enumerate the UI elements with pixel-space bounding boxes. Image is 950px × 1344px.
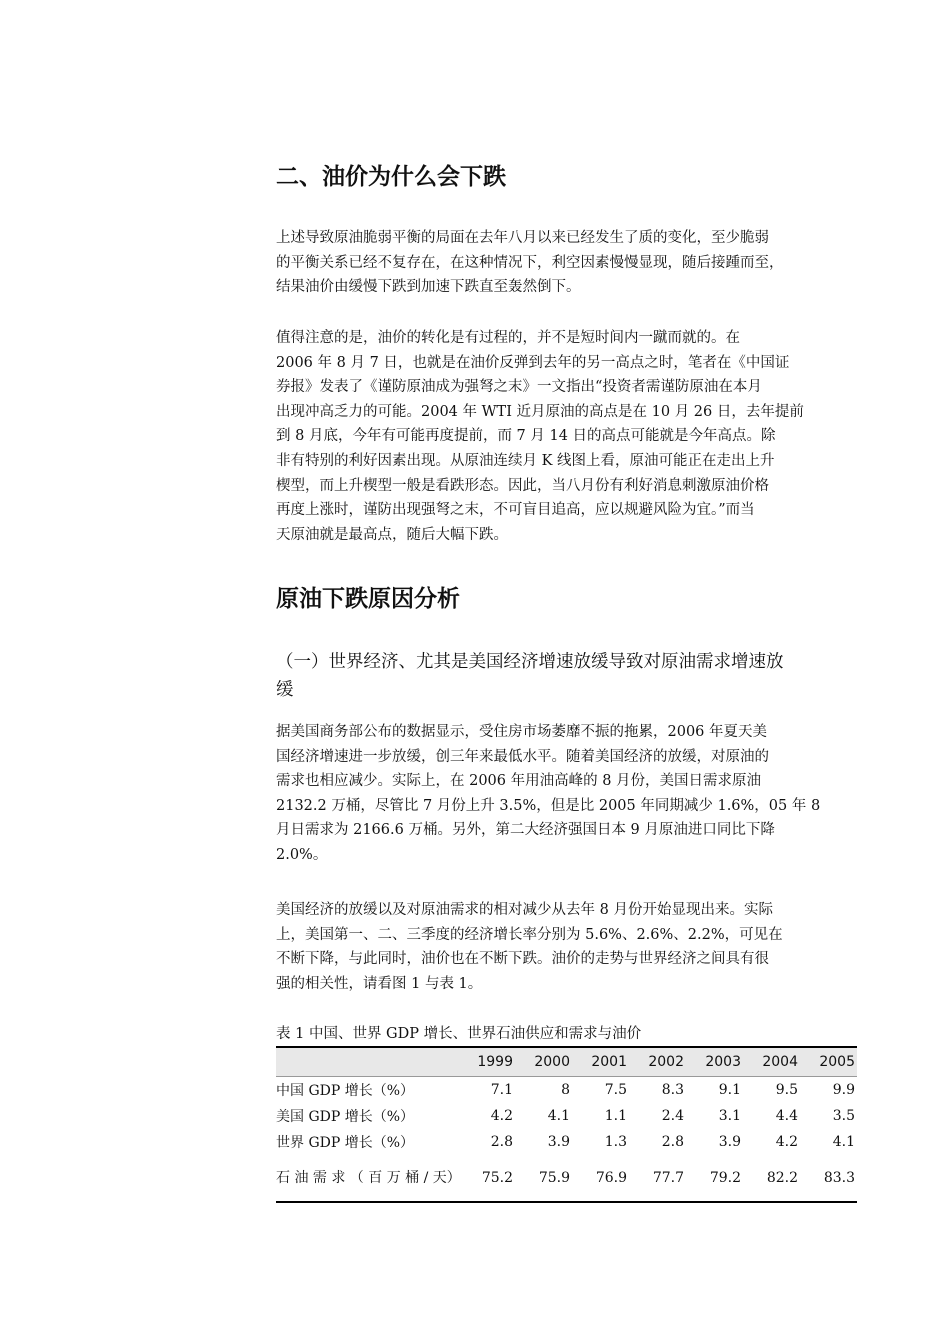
table-cell: 9.9 bbox=[832, 1082, 855, 1098]
text-line: 需求也相应减少。实际上，在 2006 年用油高峰的 8 月份，美国日需求原油 bbox=[276, 773, 762, 790]
paragraph-3 bbox=[276, 720, 850, 868]
table-row bbox=[276, 1129, 857, 1155]
table-cell: 7.5 bbox=[604, 1082, 627, 1098]
text-line: 2132.2 万桶，尽管比 7 月份上升 3.5%，但是比 2005 年同期减少 1.6%，05 年 8 bbox=[276, 797, 821, 814]
table-cell: 4.4 bbox=[775, 1108, 798, 1124]
text-line: 上，美国第一、二、三季度的经济增长率分别为 5.6%、2.6%、2.2%，可见在 bbox=[276, 926, 783, 943]
gdp-oil-table bbox=[276, 1046, 857, 1203]
text-line: 结果油价由缓慢下跌到加速下跌直至轰然倒下。 bbox=[276, 279, 581, 296]
year-header: 2001 bbox=[572, 1047, 629, 1077]
paragraph-4 bbox=[276, 898, 850, 996]
table-row bbox=[276, 1155, 857, 1202]
table-cell: 3.1 bbox=[718, 1108, 741, 1124]
table-row bbox=[276, 1103, 857, 1129]
table-cell: 4.1 bbox=[832, 1134, 855, 1150]
text-line: 值得注意的是，油价的转化是有过程的，并不是短时间内一蹴而就的。在 bbox=[276, 330, 740, 346]
text-line: 天原油就是最高点，随后大幅下跌。 bbox=[276, 526, 508, 543]
row-label: 美国 GDP 增长（%） bbox=[276, 1109, 415, 1125]
table-cell: 9.5 bbox=[775, 1082, 798, 1098]
text-line: 月日需求为 2166.6 万桶。另外，第二大经济强国日本 9 月原油进口同比下降 bbox=[276, 822, 775, 839]
text-line: 强的相关性，请看图 1 与表 1。 bbox=[276, 975, 483, 992]
table-cell: 2.8 bbox=[490, 1134, 513, 1150]
table-cell: 7.1 bbox=[490, 1082, 513, 1098]
year-header: 2000 bbox=[515, 1047, 572, 1077]
text-line: 据美国商务部公布的数据显示，受住房市场萎靡不振的拖累，2006 年夏天美 bbox=[276, 724, 768, 740]
table-cell: 8.3 bbox=[661, 1082, 684, 1098]
text-line: 楔型，而上升楔型一般是看跌形态。因此，当八月份有利好消息刺激原油价格 bbox=[276, 477, 769, 494]
text-line: 2.0%。 bbox=[276, 846, 328, 863]
table-cell: 2.4 bbox=[661, 1108, 684, 1124]
year-header: 2004 bbox=[743, 1047, 800, 1077]
text-line: 非有特别的利好因素出现。从原油连续月 K 线图上看，原油可能正在走出上升 bbox=[276, 452, 775, 469]
year-header: 2005 bbox=[800, 1047, 857, 1077]
section-heading-oil-price-fall: 二、油价为什么会下跌 bbox=[276, 164, 506, 190]
table-cell: 4.2 bbox=[490, 1108, 513, 1124]
year-header: 2002 bbox=[629, 1047, 686, 1077]
table-cell: 75.9 bbox=[515, 1155, 572, 1202]
table-cell: 3.5 bbox=[832, 1108, 855, 1124]
table-cell: 2.8 bbox=[661, 1134, 684, 1150]
table-cell: 75.2 bbox=[458, 1155, 515, 1202]
row-label: 世界 GDP 增长（%） bbox=[276, 1135, 415, 1151]
table-cell: 4.2 bbox=[775, 1134, 798, 1150]
year-header: 2003 bbox=[686, 1047, 743, 1077]
header-corner bbox=[276, 1047, 458, 1077]
row-label: 中国 GDP 增长（%） bbox=[276, 1083, 415, 1099]
table-header-row bbox=[276, 1047, 857, 1077]
table-cell: 3.9 bbox=[547, 1134, 570, 1150]
text-line: 再度上涨时，谨防出现强弩之末，不可盲目追高，应以规避风险为宜。”而当 bbox=[276, 502, 755, 519]
paragraph-2 bbox=[276, 326, 850, 547]
section-heading-cause-analysis: 原油下跌原因分析 bbox=[276, 586, 460, 612]
table-cell: 8 bbox=[561, 1082, 570, 1098]
table-cell: 77.7 bbox=[629, 1155, 686, 1202]
table-cell: 76.9 bbox=[572, 1155, 629, 1202]
text-line: 国经济增速进一步放缓，创三年来最低水平。随着美国经济的放缓，对原油的 bbox=[276, 748, 769, 765]
row-label: 石 油 需 求 （ 百 万 桶 / 天） bbox=[276, 1155, 458, 1202]
table-cell: 3.9 bbox=[718, 1134, 741, 1150]
table-caption: 表 1 中国、世界 GDP 增长、世界石油供应和需求与油价 bbox=[276, 1026, 642, 1042]
table-cell: 79.2 bbox=[686, 1155, 743, 1202]
table-cell: 1.3 bbox=[604, 1134, 627, 1150]
text-line: 出现冲高乏力的可能。2004 年 WTI 近月原油的高点是在 10 月 26 日，去年提前 bbox=[276, 403, 804, 420]
table-row bbox=[276, 1077, 857, 1104]
paragraph-1 bbox=[276, 226, 850, 300]
table-cell: 1.1 bbox=[604, 1108, 627, 1124]
text-line: 到 8 月底，今年有可能再度提前，而 7 月 14 日的高点可能就是今年高点。除 bbox=[276, 428, 776, 445]
text-line: 上述导致原油脆弱平衡的局面在去年八月以来已经发生了质的变化，至少脆弱 bbox=[276, 230, 769, 246]
table-cell: 83.3 bbox=[800, 1155, 857, 1202]
text-line: 的平衡关系已经不复存在，在这种情况下，利空因素慢慢显现，随后接踵而至， bbox=[276, 254, 784, 271]
year-header: 1999 bbox=[458, 1047, 515, 1077]
table-cell: 9.1 bbox=[718, 1082, 741, 1098]
text-line: 美国经济的放缓以及对原油需求的相对减少从去年 8 月份开始显现出来。实际 bbox=[276, 902, 773, 918]
subheading-line: （一）世界经济、尤其是美国经济增速放缓导致对原油需求增速放 bbox=[276, 652, 784, 672]
table-cell: 82.2 bbox=[743, 1155, 800, 1202]
text-line: 券报》发表了《谨防原油成为强弩之末》一文指出“投资者需谨防原油在本月 bbox=[276, 379, 762, 396]
subsection-heading bbox=[276, 648, 850, 704]
text-line: 2006 年 8 月 7 日，也就是在油价反弹到去年的另一高点之时，笔者在《中国证 bbox=[276, 354, 790, 371]
subheading-line: 缓 bbox=[276, 680, 294, 700]
table-cell: 4.1 bbox=[547, 1108, 570, 1124]
text-line: 不断下降，与此同时，油价也在不断下跌。油价的走势与世界经济之间具有很 bbox=[276, 951, 769, 968]
